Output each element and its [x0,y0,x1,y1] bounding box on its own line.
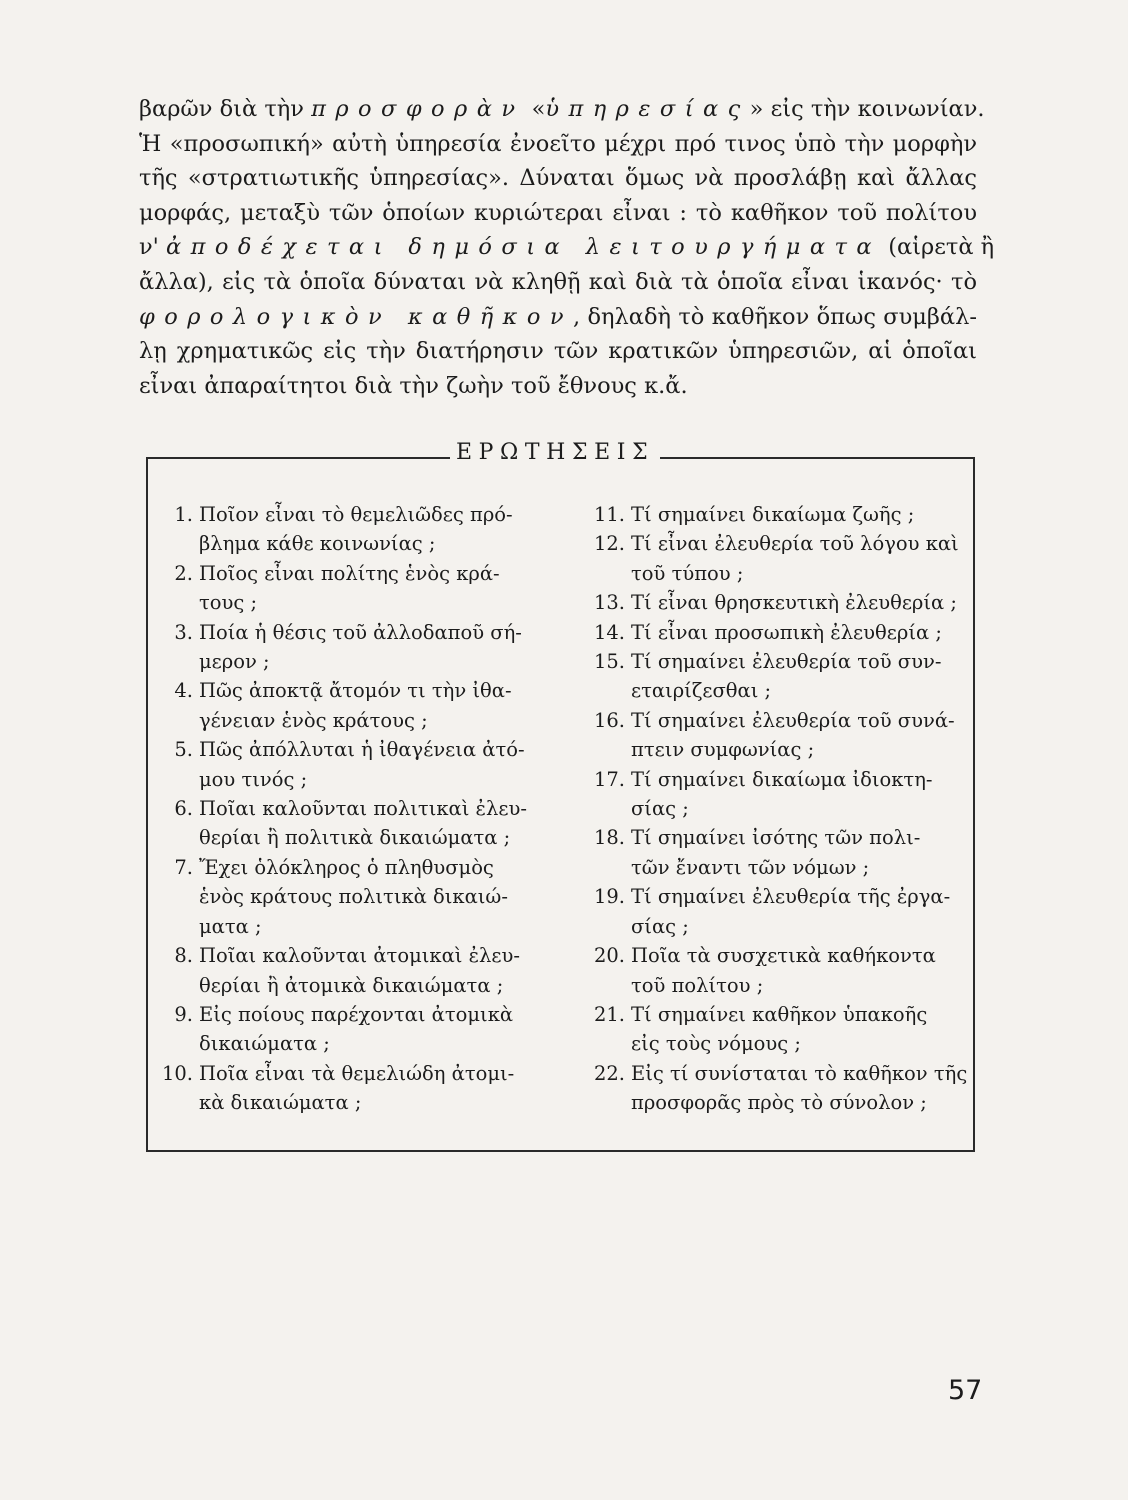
question-line: τοῦ πολίτου ; [631,973,764,997]
question-line: Τί σημαίνει ἐλευθερία τοῦ συνά- [631,708,955,732]
question-text [199,1000,536,1059]
question-line: δικαιώματα ; [199,1032,330,1056]
question-text [199,794,536,853]
question-item [588,618,973,647]
question-item [156,735,536,794]
question-number: 19. [593,885,625,909]
question-number: 22. [593,1061,625,1085]
question-text [631,588,973,617]
emphasized-term: ὑπηρεσίας [545,96,750,122]
question-number: 10. [161,1061,193,1085]
questions-left-column [156,500,536,1118]
question-line: σίας ; [631,914,689,938]
question-line: τοῦ τύπου ; [631,561,744,585]
question-line: θερίαι ἢ ἀτομικὰ δικαιώματα ; [199,973,504,997]
paragraph-text: λῃ χρηματικῶς εἰς τὴν διατήρησιν τῶν κρατικῶν ὑπηρεσιῶν, αἱ ὁποῖαι [139,338,977,365]
question-line: Ποῖον εἶναι τὸ θεμελιῶδες πρό- [199,503,513,526]
question-number: 21. [593,1002,625,1026]
question-number: 6. [174,797,193,821]
paragraph-text: ν' [139,234,167,261]
question-line: εἰς τοὺς νόμους ; [631,1032,801,1056]
question-line: γένειαν ἑνὸς κράτους ; [199,708,428,732]
question-text [631,647,973,706]
question-line: Τί σημαίνει ἐλευθερία τοῦ συν- [631,650,942,674]
question-text [199,1059,536,1118]
question-line: Ποία ἡ θέσις τοῦ ἀλλοδαποῦ σή- [199,620,522,644]
question-number: 3. [174,620,193,644]
question-text [631,706,973,765]
paragraph-line [139,161,977,196]
question-line: ἑνὸς κράτους πολιτικὰ δικαιώ- [199,885,508,909]
question-number: 16. [593,708,625,732]
question-line: βλημα κάθε κοινωνίας ; [199,532,436,556]
question-item [156,1059,536,1118]
questions-heading: ΕΡΩΤΗΣΕΙΣ [450,440,660,465]
question-line: Τί σημαίνει καθῆκον ὑπακοῆς [631,1002,928,1026]
question-line: Τί σημαίνει ἰσότης τῶν πολι- [631,826,921,850]
question-text [199,618,536,677]
question-item [156,500,536,559]
question-line: θερίαι ἢ πολιτικὰ δικαιώματα ; [199,826,511,850]
question-number: 9. [174,1002,193,1026]
body-paragraph [139,92,995,403]
question-text [199,559,536,618]
question-line: μερον ; [199,650,270,674]
paragraph-text: μορφάς, μεταξὺ τῶν ὁποίων κυριώτεραι εἶναι : τὸ καθῆκον τοῦ πολίτου [139,199,977,226]
question-text [631,882,973,941]
question-line: Τί εἶναι προσωπικὴ ἐλευθερία ; [631,620,942,644]
question-item [588,529,973,588]
question-line: Εἰς ποίους παρέχονται ἀτομικὰ [199,1002,514,1026]
question-line: Ποῖα τὰ συσχετικὰ καθήκοντα [631,944,936,968]
paragraph-line [139,334,977,369]
question-text [199,853,536,941]
question-text [631,823,973,882]
question-number: 2. [174,561,193,585]
question-line: σίας ; [631,797,689,821]
question-item [588,941,973,1000]
paragraph-text: τῆς «στρατιωτικῆς ὑπηρεσίας». Δύναται ὅμως νὰ προσλάβῃ καὶ ἄλλας [139,165,977,192]
question-item [156,853,536,941]
paragraph-text: Ἡ «προσωπική» αὐτὴ ὑπηρεσία ἐνοεῖτο μέχρι πρό τινος ὑπὸ τὴν μορφὴν [139,130,977,157]
question-number: 14. [593,620,625,644]
question-number: 11. [593,503,625,526]
question-item [156,941,536,1000]
question-line: μου τινός ; [199,767,308,791]
question-text [199,500,536,559]
question-text [631,529,973,588]
question-line: εταιρίζεσθαι ; [631,679,772,703]
question-number: 13. [593,591,625,615]
question-text [199,676,536,735]
question-item [588,823,973,882]
paragraph-line [139,127,977,162]
question-line: κὰ δικαιώματα ; [199,1091,362,1115]
question-number: 17. [593,767,625,791]
paragraph-line [139,369,977,404]
question-line: πτειν συμφωνίας ; [631,738,815,762]
question-line: Τί σημαίνει δικαίωμα ζωῆς ; [631,503,915,526]
question-number: 18. [593,826,625,850]
question-line: Πῶς ἀπόλλυται ἡ ἰθαγένεια ἀτό- [199,738,525,762]
question-line: Τί εἶναι θρησκευτικὴ ἐλευθερία ; [631,591,957,615]
paragraph-text: » εἰς τὴν κοινωνίαν. [749,96,985,122]
question-number: 20. [593,944,625,968]
emphasized-term: προσφορὰν [311,96,525,122]
question-line: Ποῖαι καλοῦνται ἀτομικαὶ ἐλευ- [199,944,520,968]
question-text [631,618,973,647]
question-text [631,500,973,529]
paragraph-text: ἄλλα), εἰς τὰ ὁποῖα δύναται νὰ κληθῇ καὶ διὰ τὰ ὁποῖα εἶναι ἱκανός· τὸ [139,268,977,295]
question-text [199,941,536,1000]
paragraph-text: εἶναι ἀπαραίτητοι διὰ τὴν ζωὴν τοῦ ἔθνους κ.ἄ. [139,372,688,399]
question-text [631,1000,973,1059]
question-item [588,882,973,941]
paragraph-line [139,300,977,335]
question-item [588,706,973,765]
paragraph-line [139,92,985,127]
emphasized-term: φορολογικὸν καθῆκον [139,303,573,330]
question-line: Τί εἶναι ἐλευθερία τοῦ λόγου καὶ [631,532,959,556]
question-item [156,676,536,735]
question-text [631,765,973,824]
paragraph-text: « [524,96,546,122]
question-item [588,765,973,824]
question-line: Πῶς ἀποκτᾷ ἄτομόν τι τὴν ἰθα- [199,679,512,703]
question-number: 7. [174,855,193,879]
question-line: τους ; [199,591,258,615]
question-text [199,735,536,794]
question-line: Ἔχει ὁλόκληρος ὁ πληθυσμὸς [199,855,494,879]
emphasized-term: ἀποδέχεται δημόσια λειτουργήματα [166,234,882,261]
question-item [156,1000,536,1059]
question-line: Τί σημαίνει δικαίωμα ἰδιοκτη- [631,767,933,791]
question-line: Ποῖος εἶναι πολίτης ἑνὸς κρά- [199,561,500,585]
question-text [631,1059,973,1118]
paragraph-line [139,196,977,231]
questions-right-column [588,500,973,1118]
page-number: 57 [948,1375,983,1406]
question-item [588,588,973,617]
question-item [588,647,973,706]
question-line: προσφορᾶς πρὸς τὸ σύνολον ; [631,1091,927,1115]
paragraph-line [139,265,977,300]
paragraph-text: , δηλαδὴ τὸ καθῆκον ὅπως συμβάλ- [573,303,977,330]
question-number: 1. [174,503,193,526]
question-item [156,794,536,853]
question-number: 5. [174,738,193,762]
question-number: 4. [174,679,193,703]
paragraph-line [139,230,995,265]
paragraph-text: (αἱρετὰ ἢ [881,234,995,261]
question-text [631,941,973,1000]
question-number: 12. [593,532,625,556]
question-number: 8. [174,944,193,968]
question-item [156,559,536,618]
question-line: τῶν ἔναντι τῶν νόμων ; [631,855,870,879]
question-number: 15. [593,650,625,674]
question-line: Ποῖαι καλοῦνται πολιτικαὶ ἐλευ- [199,797,527,821]
question-item [588,500,973,529]
question-line: Ποῖα εἶναι τὰ θεμελιώδη ἀτομι- [199,1061,515,1085]
question-line: ματα ; [199,914,262,938]
question-item [588,1000,973,1059]
question-item [156,618,536,677]
paragraph-text: βαρῶν διὰ τὴν [139,96,312,122]
question-line: Τί σημαίνει ἐλευθερία τῆς ἐργα- [631,885,951,909]
question-line: Εἰς τί συνίσταται τὸ καθῆκον τῆς [631,1061,968,1085]
question-item [588,1059,973,1118]
